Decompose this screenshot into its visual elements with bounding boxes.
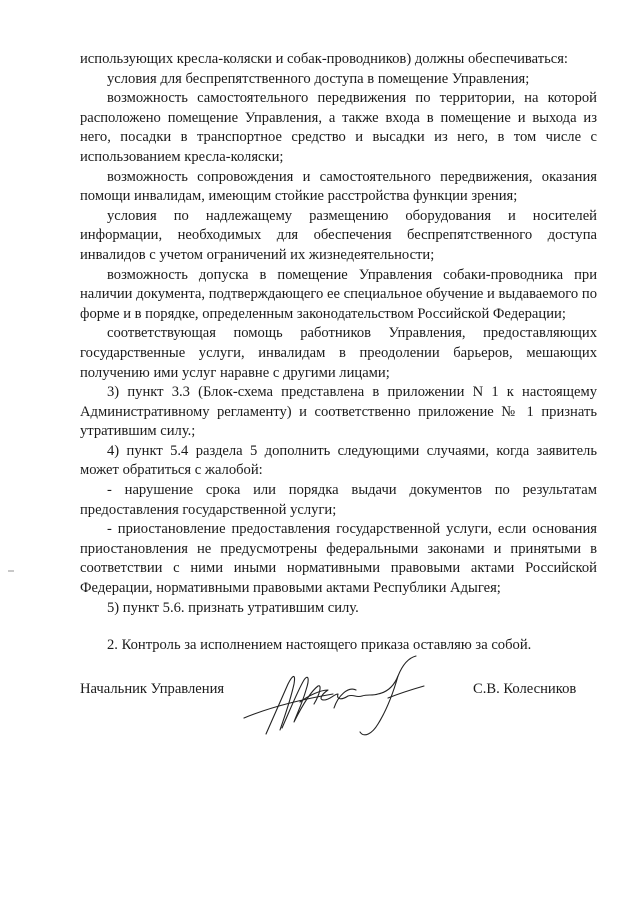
paragraph-item-5: 5) пункт 5.6. признать утратившим силу. (107, 599, 359, 616)
signatory-name: С.В. Колесников (473, 681, 577, 697)
signatory-position: Начальник Управления (80, 681, 225, 697)
paragraph-complaint-deadline: - нарушение срока или порядка выдачи документов по результатам предоставления государственной услуги; (80, 482, 597, 518)
paragraph-access-conditions: условия для беспрепятственного доступа в помещение Управления; (107, 70, 530, 87)
paragraph-item-3: 3) пункт 3.3 (Блок-схема представлена в приложении N 1 к настоящему Административному регламенту) и соответственно приложение № 1 признать утратившим силу.; (80, 384, 597, 440)
margin-mark (8, 570, 14, 572)
paragraph-item-4: 4) пункт 5.4 раздела 5 дополнить следующими случаями, когда заявитель может обратиться с жалобой: (80, 442, 597, 479)
document-body (80, 50, 597, 656)
paragraph-staff-assistance: соответствующая помощь работников Управления, предоставляющих государственные услуги, инвалидам в преодолении барьеров, мешающих получению ими услуг наравне с другими лицами; (80, 325, 597, 381)
paragraph-assistance-vision: возможность сопровождения и самостоятельного передвижения, оказания помощи инвалидам, имеющим стойкие расстройства функции зрения; (80, 168, 597, 205)
paragraph-equipment-placement: условия по надлежащему размещению оборудования и носителей информации, необходимых для обеспечения беспрепятственного доступа инвалидов с учетом ограничений их жизнедеятельности; (80, 207, 597, 263)
paragraph-complaint-suspension: - приостановление предоставления государственной услуги, если основания приостановления не предусмотрены федеральными законами и принятыми в соответствии с ними иными нормативными правовыми актами Российской Федерации, нормативными правовыми актами Республики Адыгея; (80, 521, 597, 597)
paragraph-continuation: использующих кресла-коляски и собак-проводников) должны обеспечиваться: (80, 51, 568, 67)
paragraph-independent-movement: возможность самостоятельного передвижения по территории, на которой расположено помещение Управления, а также входа в помещение и выхода из него, посадки в транспортное средство и высадки из него, в том числе с использованием кресла-коляски; (80, 90, 597, 165)
handwritten-signature (238, 650, 438, 745)
paragraph-guide-dog: возможность допуска в помещение Управления собаки-проводника при наличии документа, подтверждающего ее специальное обучение и выдаваемого по форме и в порядке, определенным законодательством Российской Федерации; (80, 266, 597, 322)
paragraph-control: 2. Контроль за исполнением настоящего приказа оставляю за собой. (107, 637, 532, 654)
